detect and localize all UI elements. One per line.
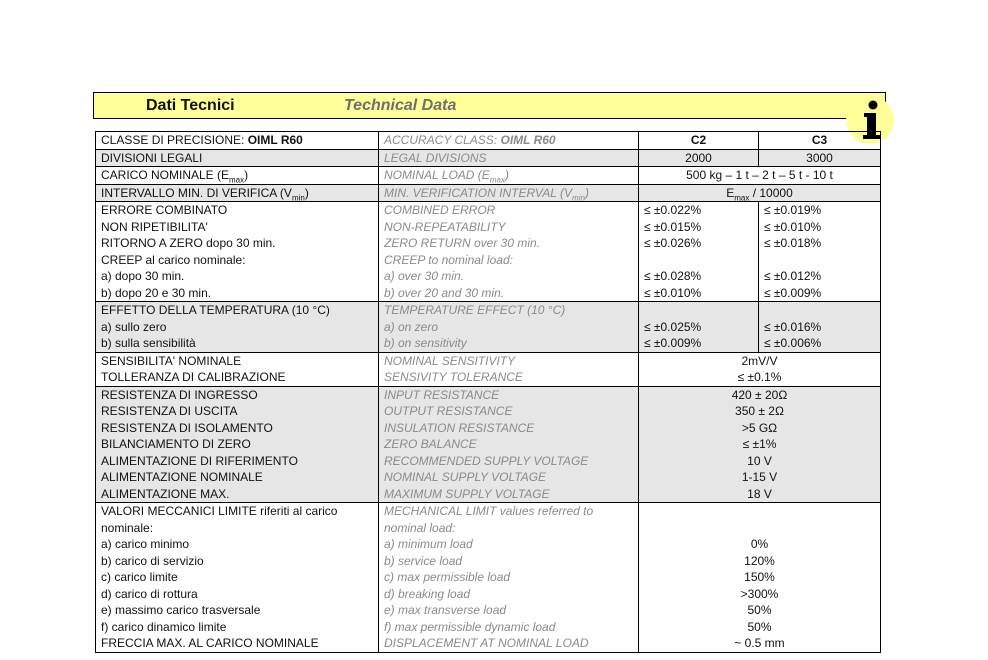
min-verification-it (96, 184, 379, 202)
table-row (96, 569, 881, 586)
nominal-load-en-sub: max (489, 175, 505, 184)
error-row-en: NON-REPEATABILITY (379, 219, 639, 236)
mechanical-row-it: VALORI MECCANICI LIMITE riferiti al carico (96, 503, 379, 520)
table-row (96, 553, 881, 570)
error-row-c2: ≤ ±0.028% (639, 268, 759, 285)
table-row (96, 619, 881, 636)
electrical-row-en: INPUT RESISTANCE (379, 386, 639, 403)
electrical-row-value: 10 V (639, 453, 881, 470)
temperature-row-c2: ≤ ±0.009% (639, 335, 759, 352)
table-row (96, 503, 881, 520)
nominal-load-it-text: CARICO NOMINALE (E (101, 168, 230, 182)
electrical-row-en: NOMINAL SUPPLY VOLTAGE (379, 469, 639, 486)
mechanical-row-en: c) max permissible load (379, 569, 639, 586)
title-english: Technical Data (344, 97, 457, 114)
table-row (96, 369, 881, 386)
electrical-row-it: ALIMENTAZIONE NOMINALE (96, 469, 379, 486)
mechanical-row-value: >300% (639, 586, 881, 603)
table-row (96, 184, 881, 202)
table-row (96, 132, 881, 150)
error-row-it: b) dopo 20 e 30 min. (96, 285, 379, 302)
min-verification-value-end: / 10000 (749, 185, 793, 200)
table-row (96, 453, 881, 470)
accuracy-class-en (379, 132, 639, 150)
temperature-row-c3 (759, 302, 881, 319)
error-row-it: CREEP al carico nominale: (96, 252, 379, 269)
electrical-row-value: 1-15 V (639, 469, 881, 486)
error-row-it: ERRORE COMBINATO (96, 202, 379, 219)
table-row (96, 602, 881, 619)
temperature-row-c2: ≤ ±0.025% (639, 319, 759, 336)
table-row (96, 319, 881, 336)
temperature-row-c2 (639, 302, 759, 319)
accuracy-class-it (96, 132, 379, 150)
table-row (96, 536, 881, 553)
mechanical-row-value (639, 503, 881, 520)
electrical-row-en: MAXIMUM SUPPLY VOLTAGE (379, 486, 639, 503)
nominal-load-it-end: ) (244, 168, 249, 182)
class-c3-header: C3 (759, 132, 881, 150)
table-row (96, 386, 881, 403)
legal-divisions-c2: 2000 (639, 149, 759, 167)
electrical-row-value: >5 GΩ (639, 420, 881, 437)
error-row-it: RITORNO A ZERO dopo 30 min. (96, 235, 379, 252)
error-row-c3: ≤ ±0.018% (759, 235, 881, 252)
accuracy-value-en: OIML R60 (500, 133, 556, 147)
mechanical-row-en: DISPLACEMENT AT NOMINAL LOAD (379, 635, 639, 652)
mechanical-row-value (639, 520, 881, 537)
class-c2-header: C2 (639, 132, 759, 150)
error-row-en: a) over 30 min. (379, 268, 639, 285)
table-row (96, 252, 881, 269)
accuracy-label-it: CLASSE DI PRECISIONE: (101, 133, 248, 147)
mechanical-row-en: d) breaking load (379, 586, 639, 603)
temperature-row-it: a) sullo zero (96, 319, 379, 336)
table-row (96, 420, 881, 437)
mechanical-row-en: nominal load: (379, 520, 639, 537)
temperature-row-c3: ≤ ±0.016% (759, 319, 881, 336)
mechanical-row-it: c) carico limite (96, 569, 379, 586)
electrical-row-en: ZERO BALANCE (379, 436, 639, 453)
electrical-row-it: RESISTENZA DI USCITA (96, 403, 379, 420)
section-header (93, 92, 886, 119)
table-row (96, 302, 881, 319)
electrical-row-value: 420 ± 20Ω (639, 386, 881, 403)
title-italian: Dati Tecnici (146, 97, 235, 114)
electrical-row-it: RESISTENZA DI INGRESSO (96, 386, 379, 403)
table-row (96, 235, 881, 252)
mechanical-row-it: f) carico dinamico limite (96, 619, 379, 636)
nominal-load-en-end: ) (504, 168, 509, 182)
mechanical-row-value: ~ 0.5 mm (639, 635, 881, 652)
table-row (96, 335, 881, 352)
table-row (96, 469, 881, 486)
min-verification-value-sub: max (734, 192, 750, 202)
min-verification-en-end: ) (584, 185, 589, 200)
error-row-en: CREEP to nominal load: (379, 252, 639, 269)
mechanical-row-en: b) service load (379, 553, 639, 570)
table-row (96, 486, 881, 503)
mechanical-row-en: e) max transverse load (379, 602, 639, 619)
electrical-row-it: RESISTENZA DI ISOLAMENTO (96, 420, 379, 437)
sensitivity-row-it: TOLLERANZA DI CALIBRAZIONE (96, 369, 379, 386)
accuracy-label-en: ACCURACY CLASS: (384, 133, 501, 147)
mechanical-row-it: a) carico minimo (96, 536, 379, 553)
error-row-c2: ≤ ±0.026% (639, 235, 759, 252)
error-row-en: b) over 20 and 30 min. (379, 285, 639, 302)
error-row-it: a) dopo 30 min. (96, 268, 379, 285)
mechanical-row-value: 50% (639, 602, 881, 619)
electrical-row-it: ALIMENTAZIONE MAX. (96, 486, 379, 503)
min-verification-en (379, 184, 639, 202)
table-row (96, 403, 881, 420)
table-row (96, 285, 881, 302)
nominal-load-en-text: NOMINAL LOAD (E (384, 168, 490, 182)
table-row (96, 219, 881, 236)
table-row (96, 352, 881, 369)
min-verification-it-sub: min (291, 192, 305, 202)
nominal-load-value: 500 kg – 1 t – 2 t – 5 t - 10 t (639, 167, 881, 185)
temperature-row-it: EFFETTO DELLA TEMPERATURA (10 °C) (96, 302, 379, 319)
error-row-c3 (759, 252, 881, 269)
mechanical-row-it: b) carico di servizio (96, 553, 379, 570)
error-row-c2: ≤ ±0.010% (639, 285, 759, 302)
error-row-en: ZERO RETURN over 30 min. (379, 235, 639, 252)
electrical-row-value: ≤ ±1% (639, 436, 881, 453)
sensitivity-row-value: ≤ ±0.1% (639, 369, 881, 386)
electrical-row-value: 350 ± 2Ω (639, 403, 881, 420)
electrical-row-it: ALIMENTAZIONE DI RIFERIMENTO (96, 453, 379, 470)
error-row-it: NON RIPETIBILITA' (96, 219, 379, 236)
table-row (96, 149, 881, 167)
temperature-row-en: TEMPERATURE EFFECT (10 °C) (379, 302, 639, 319)
table-row (96, 436, 881, 453)
table-row (96, 167, 881, 185)
sensitivity-row-en: SENSIVITY TOLERANCE (379, 369, 639, 386)
electrical-row-en: OUTPUT RESISTANCE (379, 403, 639, 420)
error-row-c3: ≤ ±0.019% (759, 202, 881, 219)
table-row (96, 520, 881, 537)
mechanical-row-en: a) minimum load (379, 536, 639, 553)
nominal-load-it-sub: max (229, 175, 245, 184)
min-verification-en-text: MIN. VERIFICATION INTERVAL (V (384, 185, 573, 200)
nominal-load-en (379, 167, 639, 185)
error-row-c3: ≤ ±0.009% (759, 285, 881, 302)
min-verification-value (639, 184, 881, 202)
table-row (96, 586, 881, 603)
temperature-row-en: b) on sensitivity (379, 335, 639, 352)
error-row-c3: ≤ ±0.012% (759, 268, 881, 285)
mechanical-row-it: FRECCIA MAX. AL CARICO NOMINALE (96, 635, 379, 652)
table-row (96, 268, 881, 285)
min-verification-en-sub: min (572, 192, 585, 202)
table-row (96, 202, 881, 219)
sensitivity-row-value: 2mV/V (639, 352, 881, 369)
temperature-row-it: b) sulla sensibilità (96, 335, 379, 352)
electrical-row-it: BILANCIAMENTO DI ZERO (96, 436, 379, 453)
error-row-c2: ≤ ±0.015% (639, 219, 759, 236)
min-verification-value-text: E (726, 185, 735, 200)
error-row-c3: ≤ ±0.010% (759, 219, 881, 236)
electrical-row-en: INSULATION RESISTANCE (379, 420, 639, 437)
mechanical-row-it: nominale: (96, 520, 379, 537)
error-row-c2: ≤ ±0.022% (639, 202, 759, 219)
error-row-en: COMBINED ERROR (379, 202, 639, 219)
electrical-row-value: 18 V (639, 486, 881, 503)
legal-divisions-it: DIVISIONI LEGALI (96, 149, 379, 167)
sensitivity-row-it: SENSIBILITA' NOMINALE (96, 352, 379, 369)
temperature-row-en: a) on zero (379, 319, 639, 336)
min-verification-it-end: ) (304, 185, 309, 200)
table-row (96, 635, 881, 652)
min-verification-it-text: INTERVALLO MIN. DI VERIFICA (V (101, 185, 292, 200)
accuracy-value-it: OIML R60 (247, 133, 303, 147)
mechanical-row-value: 120% (639, 553, 881, 570)
electrical-row-en: RECOMMENDED SUPPLY VOLTAGE (379, 453, 639, 470)
error-row-c2 (639, 252, 759, 269)
mechanical-row-value: 150% (639, 569, 881, 586)
legal-divisions-en: LEGAL DIVISIONS (379, 149, 639, 167)
mechanical-row-value: 0% (639, 536, 881, 553)
mechanical-row-en: MECHANICAL LIMIT values referred to (379, 503, 639, 520)
legal-divisions-c3: 3000 (759, 149, 881, 167)
mechanical-row-it: d) carico di rottura (96, 586, 379, 603)
mechanical-row-it: e) massimo carico trasversale (96, 602, 379, 619)
mechanical-row-en: f) max permissible dynamic load (379, 619, 639, 636)
technical-data-table (95, 131, 881, 653)
sensitivity-row-en: NOMINAL SENSITIVITY (379, 352, 639, 369)
mechanical-row-value: 50% (639, 619, 881, 636)
temperature-row-c3: ≤ ±0.006% (759, 335, 881, 352)
nominal-load-it (96, 167, 379, 185)
